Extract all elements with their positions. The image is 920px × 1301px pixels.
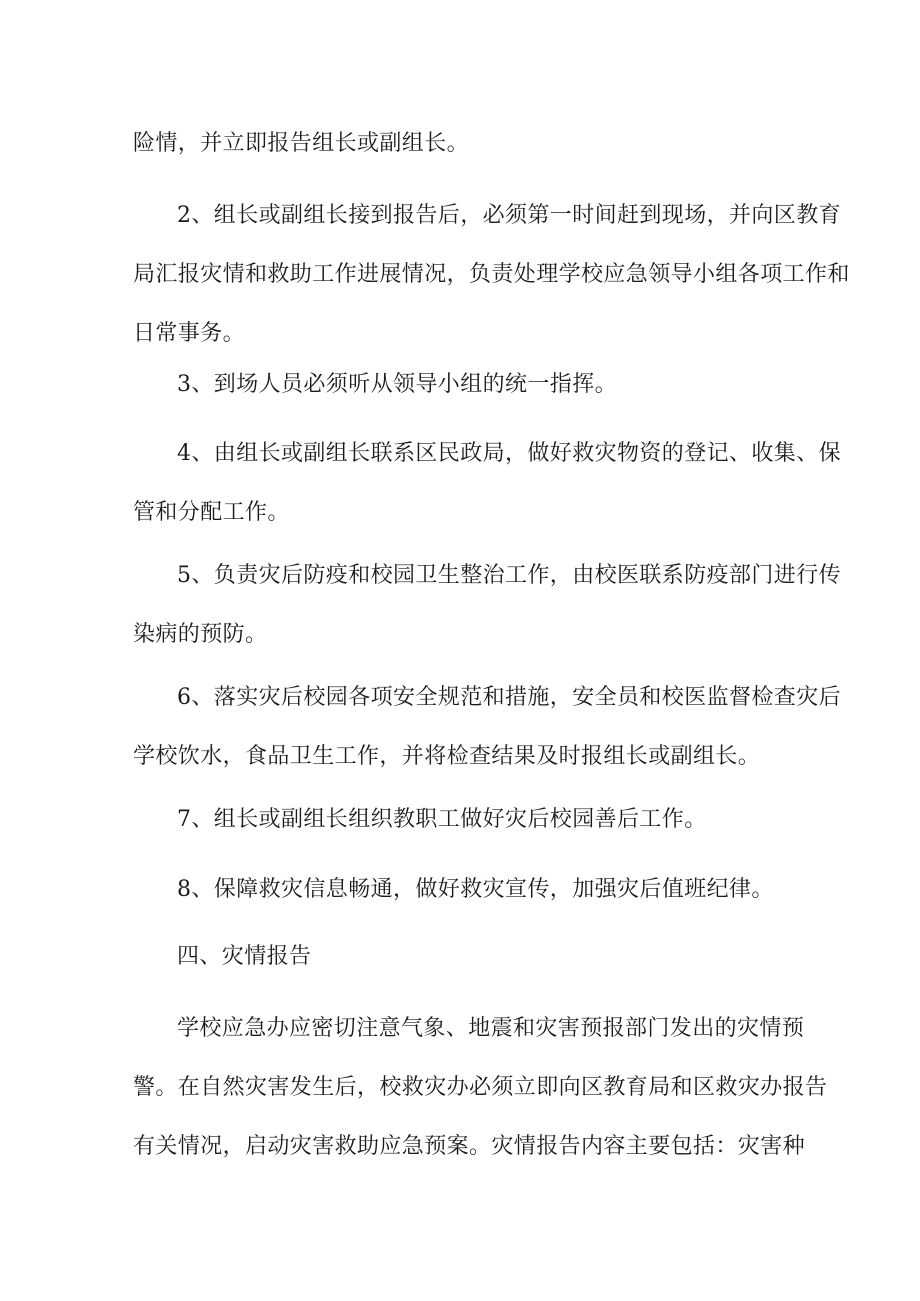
section-title: 四、灾情报告	[177, 944, 312, 969]
text-line: 学校饮水，食品卫生工作，并将检查结果及时报组长或副组长。	[133, 744, 761, 769]
text-line: 警。在自然灾害发生后，校救灾办必须立即向区教育局和区救灾办报告	[133, 1075, 828, 1100]
paragraph-continuation	[133, 114, 793, 173]
text-line: 6、落实灾后校园各项安全规范和措施，安全员和校医监督检查灾后	[177, 685, 841, 710]
text-line: 3、到场人员必须听从领导小组的统一指挥。	[177, 372, 617, 397]
paragraph-item-7	[133, 790, 793, 849]
paragraph-item-3	[133, 355, 793, 414]
text-line: 局汇报灾情和救助工作进展情况，负责处理学校应急领导小组各项工作和	[133, 262, 850, 287]
paragraph-disaster-report	[133, 999, 828, 1176]
text-line: 日常事务。	[133, 321, 246, 346]
text-line: 2、组长或副组长接到报告后，必须第一时间赶到现场，并向区教育	[177, 203, 841, 228]
text-line: 4、由组长或副组长联系区民政局，做好救灾物资的登记、收集、保	[177, 441, 841, 466]
text-line: 学校应急办应密切注意气象、地震和灾害预报部门发出的灾情预	[177, 1016, 805, 1041]
text-line: 管和分配工作。	[133, 500, 290, 525]
text-line: 8、保障救灾信息畅通，做好救灾宣传，加强灾后值班纪律。	[177, 877, 774, 902]
text-line: 7、组长或副组长组织教职工做好灾后校园善后工作。	[177, 807, 707, 832]
section-heading	[133, 927, 793, 986]
text-line: 5、负责灾后防疫和校园卫生整治工作，由校医联系防疫部门进行传	[177, 563, 841, 588]
paragraph-item-4	[133, 424, 841, 542]
paragraph-item-5	[133, 546, 841, 664]
paragraph-item-2	[133, 186, 850, 363]
paragraph-item-6	[133, 668, 841, 786]
text-line: 有关情况，启动灾害救助应急预案。灾情报告内容主要包括：灾害种	[133, 1134, 806, 1159]
text-line: 染病的预防。	[133, 622, 268, 647]
text-line: 险情，并立即报告组长或副组长。	[133, 131, 470, 156]
paragraph-item-8	[133, 860, 793, 919]
